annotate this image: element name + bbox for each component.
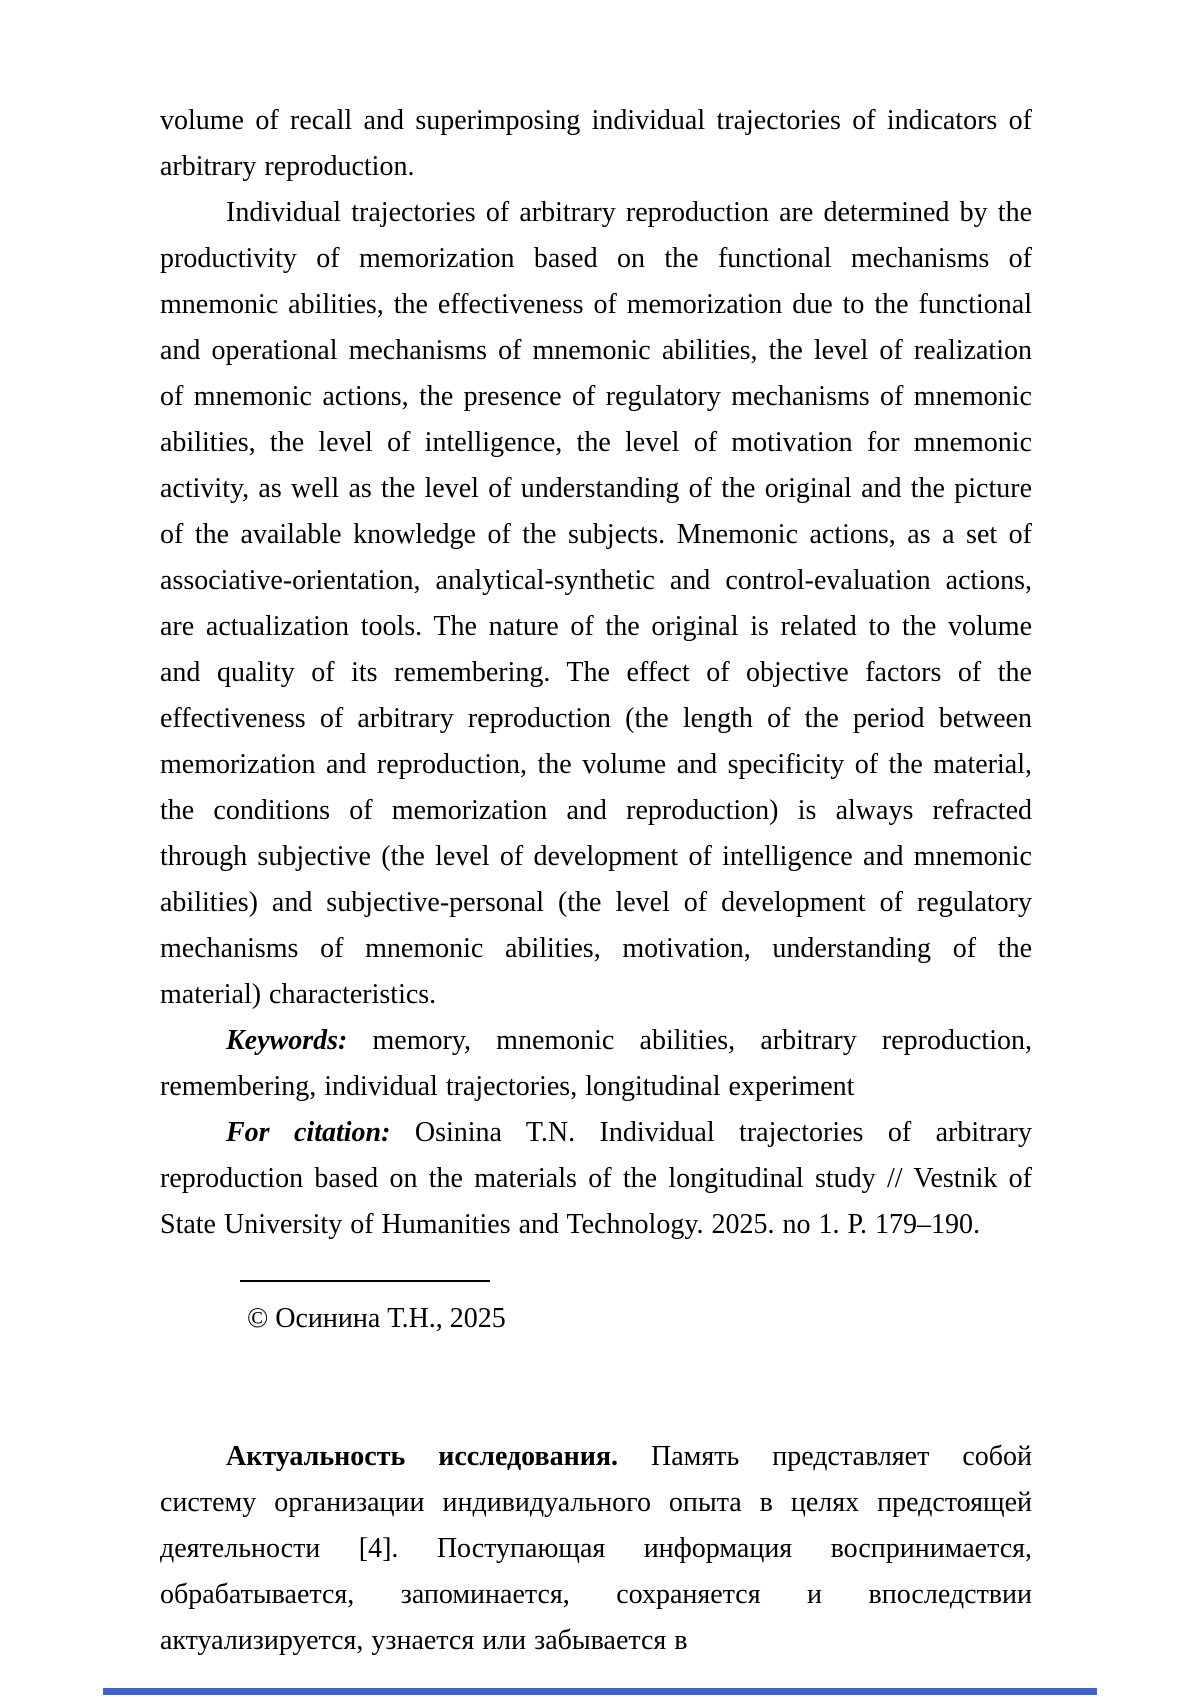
keywords-text: memory, mnemonic abilities, arbitrary reproduction, remembering, individual trajectories, longitudinal experiment <box>160 1025 1032 1102</box>
copyright-line: © Осинина Т.Н., 2025 <box>247 1303 506 1334</box>
paragraph-continuation: volume of recall and superimposing individual trajectories of indicators of arbitrary reproduction. <box>160 105 1032 182</box>
page-content-area <box>160 98 1032 1664</box>
relevance-label: Актуальность исследования. <box>226 1441 619 1472</box>
blank-line-spacer <box>160 1342 1032 1434</box>
relevance-text: Память представляет собой систему организации индивидуального опыта в целях предстоящей деятельности [4]. Поступающая информация воспринимается, обрабатывается, запоминается, сохраняется и впоследствии актуализируется, узнается или забывается в <box>160 1441 1033 1656</box>
relevance-paragraph <box>160 1434 1032 1664</box>
citation-label: For citation: <box>226 1117 391 1148</box>
paragraph-body: Individual trajectories of arbitrary reproduction are determined by the productivity of memorization based on the functional mechanisms of mnemonic abilities, the effectiveness of memorization due to the functional and operational mechanisms of mnemonic abilities, the level of realization of mnemonic actions, the presence of regulatory mechanisms of mnemonic abilities, the level of intelligence, the level of motivation for mnemonic activity, as well as the level of understanding of the original and the picture of the available knowledge of the subjects. Mnemonic actions, as a set of associative-orientation, analytical-synthetic and control-evaluation actions, are actualization tools. The nature of the original is related to the volume and quality of its remembering. The effect of objective factors of the effectiveness of arbitrary reproduction (the length of the period between memorization and reproduction, the volume and specificity of the material, the conditions of memorization and reproduction) is always refracted through subjective (the level of development of intelligence and mnemonic abilities) and subjective-personal (the level of development of regulatory mechanisms of mnemonic abilities, motivation, understanding of the material) characteristics. <box>160 197 1032 1010</box>
citation-text: Osinina T.N. Individual trajectories of arbitrary reproduction based on the materials of the longitudinal study // Vestnik of State University of Humanities and Technology. 2025. no 1. P. 179–190. <box>160 1117 1032 1240</box>
keywords-label: Keywords: <box>226 1025 348 1056</box>
keywords-paragraph <box>160 1018 1032 1110</box>
footnote-divider <box>240 1280 490 1282</box>
bottom-blue-bar <box>103 1688 1097 1695</box>
citation-paragraph <box>160 1110 1032 1248</box>
